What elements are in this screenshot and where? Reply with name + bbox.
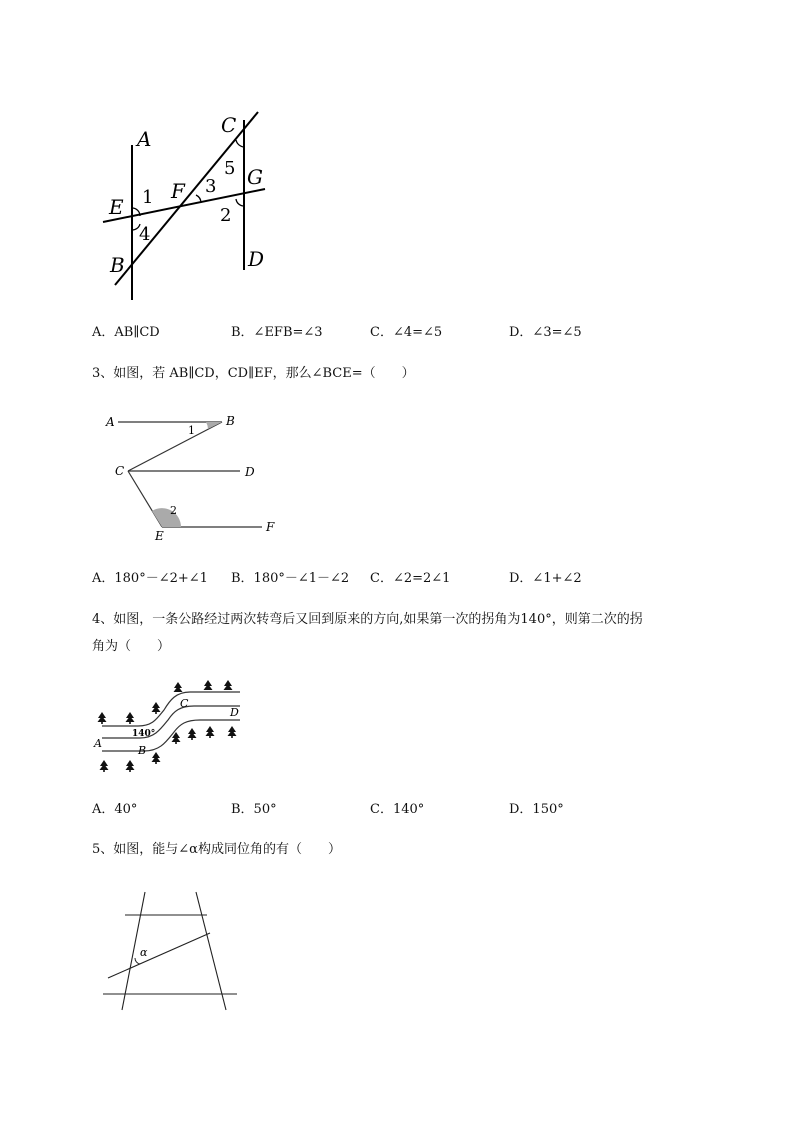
tree-icon <box>174 682 183 692</box>
q3-option-d[interactable]: D．∠1+∠2 <box>509 571 582 586</box>
road-edge-top <box>102 692 240 726</box>
figure-q3-svg <box>100 408 290 543</box>
q3-question: 3、如图，若 AB∥CD，CD∥EF，那么∠BCE=（ ） <box>92 366 415 381</box>
label-a: A <box>106 415 115 429</box>
q4-question-line1: 4、如图，一条公路经过两次转弯后又回到原来的方向,如果第一次的拐角为140°，则第二次的拐 <box>92 612 643 627</box>
tree-icon <box>204 680 213 690</box>
q3-option-a[interactable]: A．180°－∠2+∠1 <box>92 571 208 586</box>
label-a: A <box>137 127 152 151</box>
angle-1-fill <box>206 422 222 429</box>
label-alpha: α <box>140 946 148 959</box>
label-angle-2: 2 <box>170 504 177 517</box>
label-d: D <box>248 247 265 271</box>
tree-icon <box>206 726 215 738</box>
figure-q2-svg <box>95 100 295 310</box>
arc-angle-5 <box>236 140 244 147</box>
road-edge-bottom <box>102 720 240 751</box>
tree-icon <box>152 752 161 764</box>
q5-question: 5、如图，能与∠α构成同位角的有（ ） <box>92 842 341 857</box>
q4-option-c[interactable]: C．140° <box>370 802 425 817</box>
label-b: B <box>226 414 235 428</box>
label-angle-3: 3 <box>205 176 217 197</box>
tree-icon <box>126 712 135 724</box>
figure-q2 <box>95 100 295 310</box>
label-c: C <box>221 113 237 137</box>
label-b: B <box>110 253 125 277</box>
label-angle-1: 1 <box>142 187 154 208</box>
label-b: B <box>138 744 147 757</box>
figure-q3 <box>100 408 290 543</box>
arc-angle-2 <box>236 199 244 206</box>
tree-icon <box>98 712 107 724</box>
figure-q4-svg <box>90 676 250 781</box>
q2-option-c[interactable]: C．∠4=∠5 <box>370 325 443 340</box>
label-d: D <box>245 465 255 479</box>
tree-icon <box>152 702 161 714</box>
line-bc <box>128 422 222 471</box>
label-angle-2: 2 <box>220 205 232 226</box>
label-angle-4: 4 <box>139 224 151 245</box>
q2-option-a[interactable]: A．AB∥CD <box>92 325 160 340</box>
line-right <box>196 892 226 1010</box>
label-f: F <box>171 179 185 203</box>
figure-q4 <box>90 676 250 781</box>
tree-icon <box>126 760 135 772</box>
q4-option-d[interactable]: D．150° <box>509 802 564 817</box>
tree-icon <box>228 726 237 738</box>
q4-option-b[interactable]: B．50° <box>231 802 277 817</box>
label-e: E <box>109 195 124 219</box>
q2-option-d[interactable]: D．∠3=∠5 <box>509 325 582 340</box>
label-angle-5: 5 <box>224 158 236 179</box>
label-g: G <box>247 165 263 189</box>
label-c: C <box>115 464 125 478</box>
q2-option-b[interactable]: B．∠EFB=∠3 <box>231 325 323 340</box>
label-a: A <box>94 737 102 750</box>
q3-option-b[interactable]: B．180°－∠1－∠2 <box>231 571 350 586</box>
label-e: E <box>155 529 164 543</box>
q4-option-a[interactable]: A．40° <box>92 802 138 817</box>
label-c: C <box>180 697 189 710</box>
tree-icon <box>188 728 197 740</box>
figure-q5-svg <box>100 888 245 1018</box>
label-d: D <box>230 706 239 719</box>
q3-option-c[interactable]: C．∠2=2∠1 <box>370 571 451 586</box>
label-f: F <box>266 520 275 534</box>
tree-icon <box>100 760 109 772</box>
q4-question-line2: 角为（ ） <box>92 639 171 654</box>
line-transversal <box>108 933 210 978</box>
figure-q5 <box>100 888 245 1018</box>
label-angle-1: 1 <box>188 424 195 437</box>
road-centerline <box>102 706 240 738</box>
label-angle-140: 140° <box>132 729 156 739</box>
tree-icon <box>224 680 233 690</box>
